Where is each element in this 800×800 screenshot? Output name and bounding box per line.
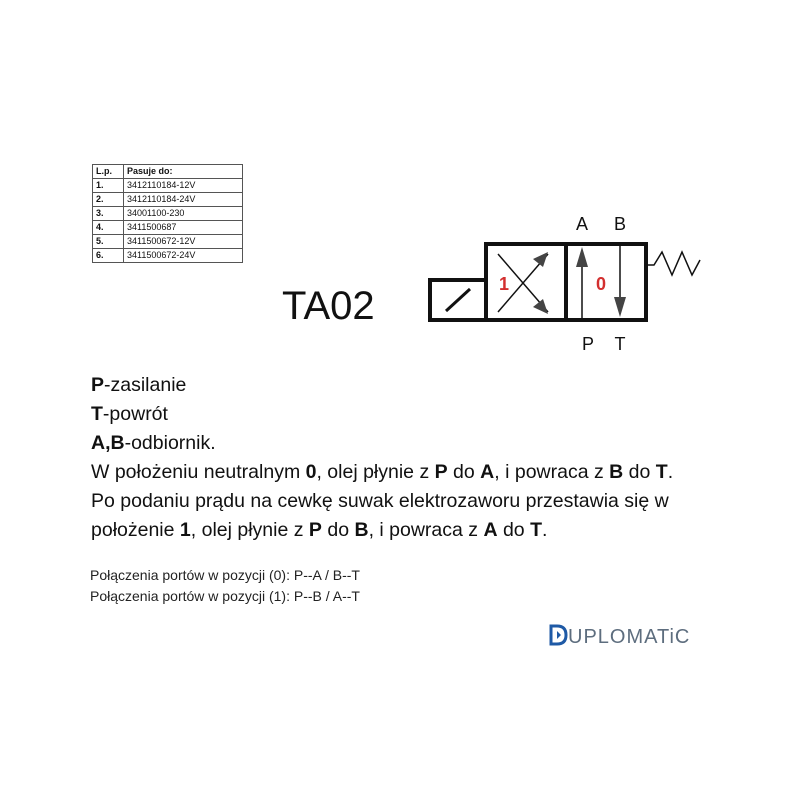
solenoid-diagonal bbox=[446, 289, 470, 311]
description-text: , olej płynie z bbox=[190, 519, 309, 541]
logo-d-arrow bbox=[557, 631, 561, 639]
description-text: położenie bbox=[91, 519, 180, 541]
description-text: . bbox=[667, 461, 674, 483]
description-line bbox=[91, 429, 673, 458]
p-to-a-arrow-head bbox=[576, 247, 588, 267]
valve-symbol-diagram bbox=[420, 205, 710, 355]
table-row bbox=[93, 193, 243, 207]
description-text: do bbox=[321, 519, 355, 541]
bold-term: A,B bbox=[91, 432, 125, 454]
compatibility-table-body bbox=[93, 165, 243, 263]
bold-term: P bbox=[308, 519, 322, 541]
part-number-cell: 3412110184-12V bbox=[124, 179, 243, 193]
position-0-label: 0 bbox=[596, 274, 607, 294]
bold-term: B bbox=[609, 461, 624, 483]
bold-term: P bbox=[434, 461, 448, 483]
header-lp: L.p. bbox=[93, 165, 124, 179]
part-number-cell: 3411500672-12V bbox=[124, 235, 243, 249]
table-row bbox=[93, 221, 243, 235]
position-1-label: 1 bbox=[499, 274, 510, 294]
table-row bbox=[93, 207, 243, 221]
port-p-label: P bbox=[581, 334, 595, 354]
description-line bbox=[91, 516, 673, 545]
port-a-label: A bbox=[575, 214, 589, 234]
port-connections-position-0: Połączenia portów w pozycji (0): P--A / B--T bbox=[90, 567, 360, 583]
part-number-cell: 3411500687 bbox=[124, 221, 243, 235]
table-row bbox=[93, 235, 243, 249]
description-text: , i powraca z bbox=[368, 519, 484, 541]
port-t-label: T bbox=[614, 334, 626, 354]
bold-term: 1 bbox=[179, 519, 191, 541]
cross-arrow-head-1 bbox=[533, 252, 548, 267]
cross-arrow-head-2 bbox=[533, 299, 548, 314]
description-text: do bbox=[447, 461, 481, 483]
bold-term: A bbox=[483, 519, 498, 541]
description-text: do bbox=[497, 519, 531, 541]
part-number-cell: 34001100-230 bbox=[124, 207, 243, 221]
description-line bbox=[91, 371, 673, 400]
bold-term: B bbox=[354, 519, 369, 541]
description-text: . bbox=[542, 519, 548, 541]
row-number-cell: 2. bbox=[93, 193, 124, 207]
bold-term: P bbox=[91, 374, 105, 396]
description-text: -zasilanie bbox=[104, 374, 187, 396]
description-text: -powrót bbox=[102, 403, 168, 425]
model-code: TA02 bbox=[282, 284, 375, 328]
description-line bbox=[91, 458, 673, 487]
port-b-label: B bbox=[613, 214, 627, 234]
table-row bbox=[93, 179, 243, 193]
description-text: -odbiornik. bbox=[124, 432, 216, 454]
table-row bbox=[93, 249, 243, 263]
description-text: Po podaniu prądu na cewkę suwak elektrozaworu przestawia się w bbox=[91, 490, 669, 512]
table-header-row bbox=[93, 165, 243, 179]
bold-term: 0 bbox=[305, 461, 317, 483]
header-pasuje-do: Pasuje do: bbox=[124, 165, 243, 179]
description-line bbox=[91, 400, 673, 429]
logo-text: UPLOMATiC bbox=[568, 626, 691, 648]
port-connections-position-1: Połączenia portów w pozycji (1): P--B / A--T bbox=[90, 588, 360, 604]
description-block bbox=[91, 371, 673, 545]
port-connections bbox=[90, 565, 360, 607]
description-text: do bbox=[623, 461, 656, 483]
position-1-box bbox=[486, 244, 566, 320]
part-number-cell: 3412110184-24V bbox=[124, 193, 243, 207]
row-number-cell: 5. bbox=[93, 235, 124, 249]
return-spring bbox=[646, 252, 700, 275]
duplomatic-logo bbox=[548, 620, 733, 650]
bold-term: T bbox=[91, 403, 103, 425]
row-number-cell: 6. bbox=[93, 249, 124, 263]
part-number-cell: 3411500672-24V bbox=[124, 249, 243, 263]
b-to-t-arrow-head bbox=[614, 297, 626, 317]
row-number-cell: 1. bbox=[93, 179, 124, 193]
bold-term: A bbox=[480, 461, 495, 483]
description-text: , olej płynie z bbox=[316, 461, 435, 483]
compatibility-table bbox=[92, 164, 243, 263]
description-line bbox=[91, 487, 673, 516]
row-number-cell: 4. bbox=[93, 221, 124, 235]
bold-term: T bbox=[655, 461, 668, 483]
description-text: W położeniu neutralnym bbox=[91, 461, 306, 483]
row-number-cell: 3. bbox=[93, 207, 124, 221]
description-text: , i powraca z bbox=[494, 461, 610, 483]
bold-term: T bbox=[530, 519, 542, 541]
